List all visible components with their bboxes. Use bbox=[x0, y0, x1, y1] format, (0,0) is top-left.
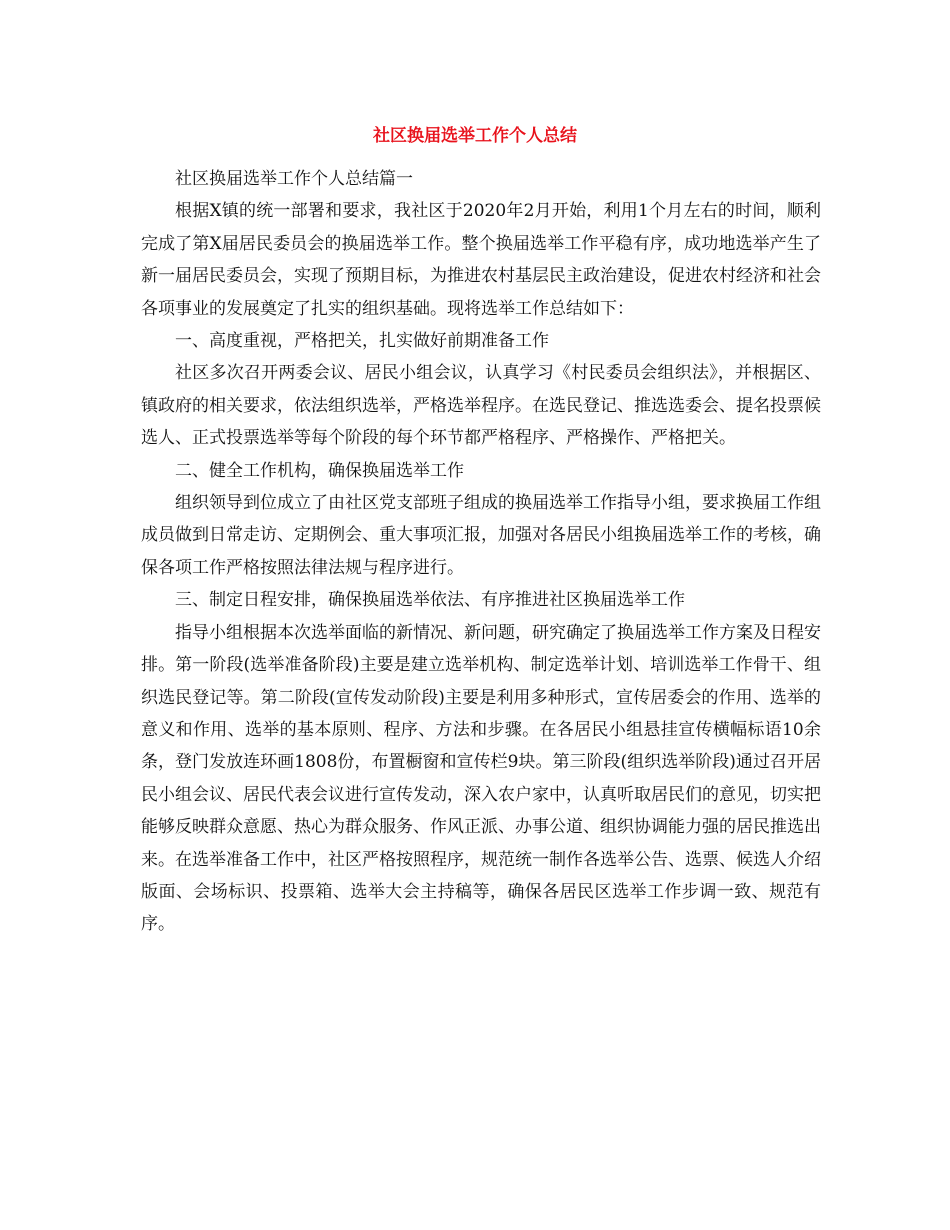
section-heading-1: 一、高度重视，严格把关，扎实做好前期准备工作 bbox=[175, 331, 549, 352]
section-heading-2: 二、健全工作机构，确保换届选举工作 bbox=[175, 460, 464, 481]
paragraph-section-1: 社区多次召开两委会议、居民小组会议，认真学习《村民委员会组织法》，并根据区、镇政府的相关要求，依法组织选举，严格选举程序。在选民登记、推选选委会、提名投票候选人、正式投票选举等每个阶段的每个环节都严格程序、严格操作、严格把关。 bbox=[141, 363, 821, 449]
paragraph-intro: 根据X镇的统一部署和要求，我社区于2020年2月开始，利用1个月左右的时间，顺利完成了第X届居民委员会的换届选举工作。整个换届选举工作平稳有序，成功地选举产生了新一届居民委员会，实现了预期目标，为推进农村基层民主政治建设，促进农村经济和社会各项事业的发展奠定了扎实的组织基础。现将选举工作总结如下： bbox=[141, 201, 821, 319]
document-title: 社区换届选举工作个人总结 bbox=[373, 126, 577, 146]
document-body bbox=[141, 163, 821, 941]
paragraph-subtitle: 社区换届选举工作个人总结篇一 bbox=[175, 169, 413, 189]
section-heading-3: 三、制定日程安排，确保换届选举依法、有序推进社区换届选举工作 bbox=[175, 590, 685, 611]
paragraph-section-3: 指导小组根据本次选举面临的新情况、新问题，研究确定了换届选举工作方案及日程安排。第一阶段(选举准备阶段)主要是建立选举机构、制定选举计划、培训选举工作骨干、组织选民登记等。第二阶段(宣传发动阶段)主要是利用多种形式，宣传居委会的作用、选举的意义和作用、选举的基本原则、程序、方法和步骤。在各居民小组悬挂宣传横幅标语10余条，登门发放连环画1808份，布置橱窗和宣传栏9块。第三阶段(组织选举阶段)通过召开居民小组会议、居民代表会议进行宣传发动，深入农户家中，认真听取居民们的意见，切实把能够反映群众意愿、热心为群众服务、作风正派、办事公道、组织协调能力强的居民推选出来。在选举准备工作中，社区严格按照程序，规范统一制作各选举公告、选票、候选人介绍版面、会场标识、投票箱、选举大会主持稿等，确保各居民区选举工作步调一致、规范有序。 bbox=[141, 622, 821, 935]
paragraph-section-2: 组织领导到位成立了由社区党支部班子组成的换届选举工作指导小组，要求换届工作组成员做到日常走访、定期例会、重大事项汇报，加强对各居民小组换届选举工作的考核，确保各项工作严格按照法律法规与程序进行。 bbox=[141, 493, 821, 578]
